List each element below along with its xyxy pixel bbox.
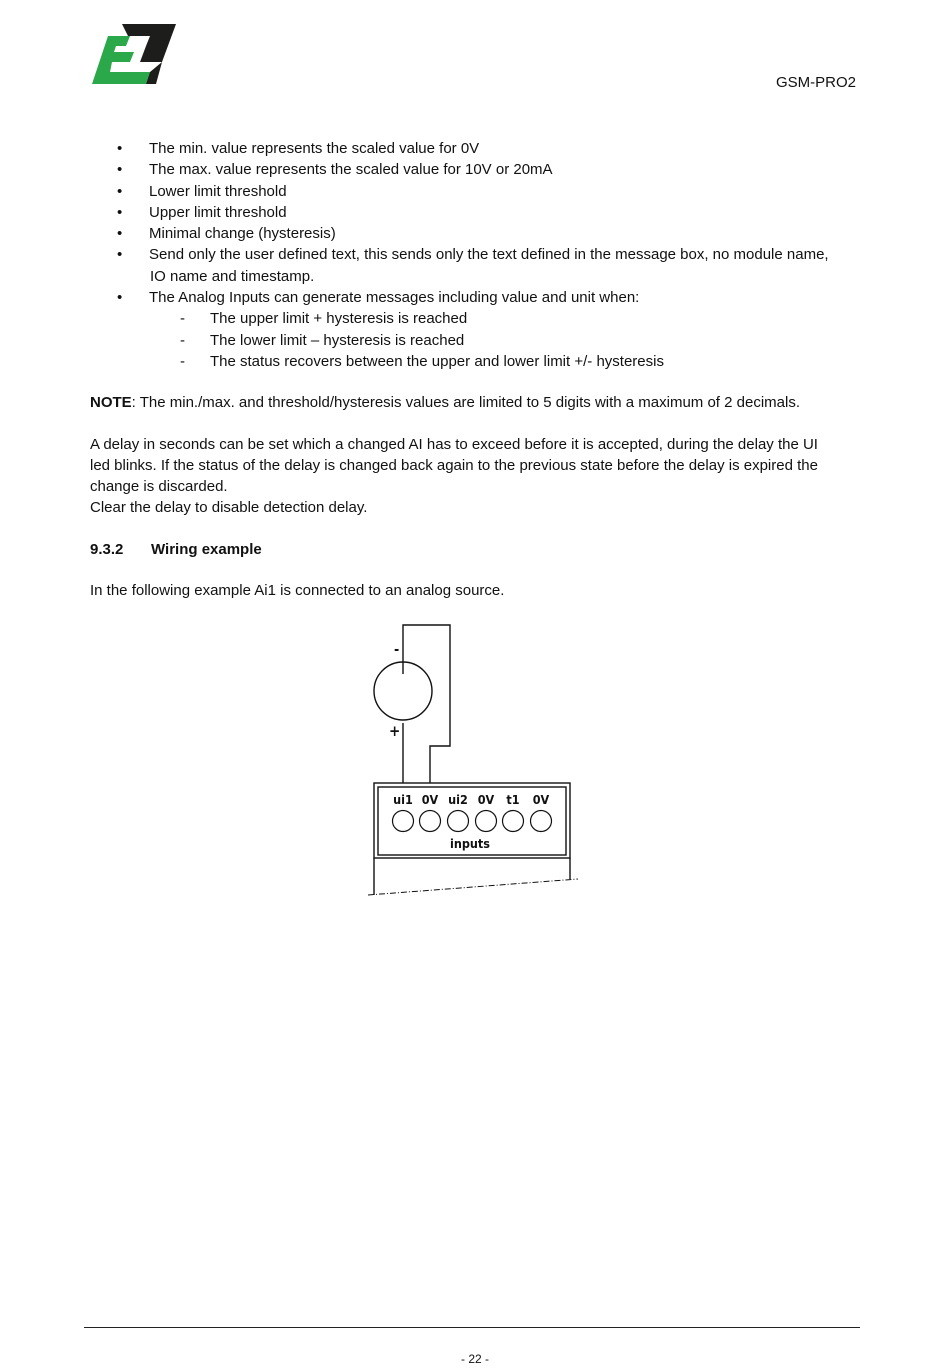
list-item: • Lower limit threshold bbox=[90, 181, 860, 202]
terminal-block-label: inputs bbox=[450, 836, 490, 851]
list-item-continuation: IO name and timestamp. bbox=[150, 267, 315, 285]
section-heading bbox=[90, 539, 860, 560]
module-break-line bbox=[368, 879, 578, 895]
footer-divider bbox=[84, 1327, 860, 1328]
delay-paragraph: A delay in seconds can be set which a changed AI has to exceed before it is accepted, during the delay the UI led blinks. If the status of the delay is changed back again to the previous state before the delay is expired the change is discarded. Clear the delay to disable detection delay. bbox=[90, 435, 818, 517]
terminal-label: t1 bbox=[506, 792, 520, 807]
sub-list-item: - The lower limit – hysteresis is reached bbox=[90, 330, 860, 351]
list-item: • The Analog Inputs can generate messages including value and unit when: - The upper limit + hysteresis is reached - The lower limit – hysteresis is reached - The status recovers between the upper and lower limit +/- hysteresis bbox=[90, 287, 860, 372]
page-number: - 22 - bbox=[460, 1352, 489, 1366]
terminal-screw bbox=[393, 811, 414, 832]
terminal-screw bbox=[420, 811, 441, 832]
terminal-label: ui2 bbox=[448, 792, 468, 807]
list-item: • The min. value represents the scaled value for 0V bbox=[90, 138, 860, 159]
list-item: • The max. value represents the scaled value for 10V or 20mA bbox=[90, 159, 860, 180]
note-paragraph: NOTE: The min./max. and threshold/hysteresis values are limited to 5 digits with a maximum of 2 decimals. bbox=[90, 394, 801, 412]
sub-bullet-list bbox=[149, 308, 860, 372]
page-content bbox=[90, 138, 860, 601]
terminal-label: 0V bbox=[421, 792, 439, 807]
terminal-screw bbox=[531, 811, 552, 832]
example-paragraph: In the following example Ai1 is connected to an analog source. bbox=[90, 582, 505, 600]
list-item: • Upper limit threshold bbox=[90, 202, 860, 223]
terminal-label: ui1 bbox=[393, 792, 413, 807]
wiring-diagram bbox=[360, 618, 590, 903]
section-title: Wiring example bbox=[151, 540, 262, 558]
terminal-screw bbox=[448, 811, 469, 832]
section-number: 9.3.2 bbox=[90, 540, 124, 558]
terminal-screw bbox=[503, 811, 524, 832]
source-plus-label: + bbox=[389, 722, 401, 740]
terminal-screw bbox=[476, 811, 497, 832]
terminal-label: 0V bbox=[477, 792, 495, 807]
source-minus-label: - bbox=[394, 642, 400, 658]
wire-source-loop bbox=[403, 625, 450, 783]
company-logo bbox=[90, 22, 178, 86]
list-item: • Send only the user defined text, this sends only the text defined in the message box, no module name, IO name and timestamp. bbox=[90, 244, 860, 287]
list-item: • Minimal change (hysteresis) bbox=[90, 223, 860, 244]
note-label: NOTE bbox=[90, 394, 132, 412]
settings-bullet-list bbox=[90, 138, 860, 372]
terminal-label: 0V bbox=[532, 792, 550, 807]
document-code: GSM-PRO2 bbox=[775, 74, 856, 91]
sub-list-item: - The status recovers between the upper and lower limit +/- hysteresis bbox=[90, 351, 860, 372]
sub-list-item: - The upper limit + hysteresis is reached bbox=[90, 308, 860, 329]
